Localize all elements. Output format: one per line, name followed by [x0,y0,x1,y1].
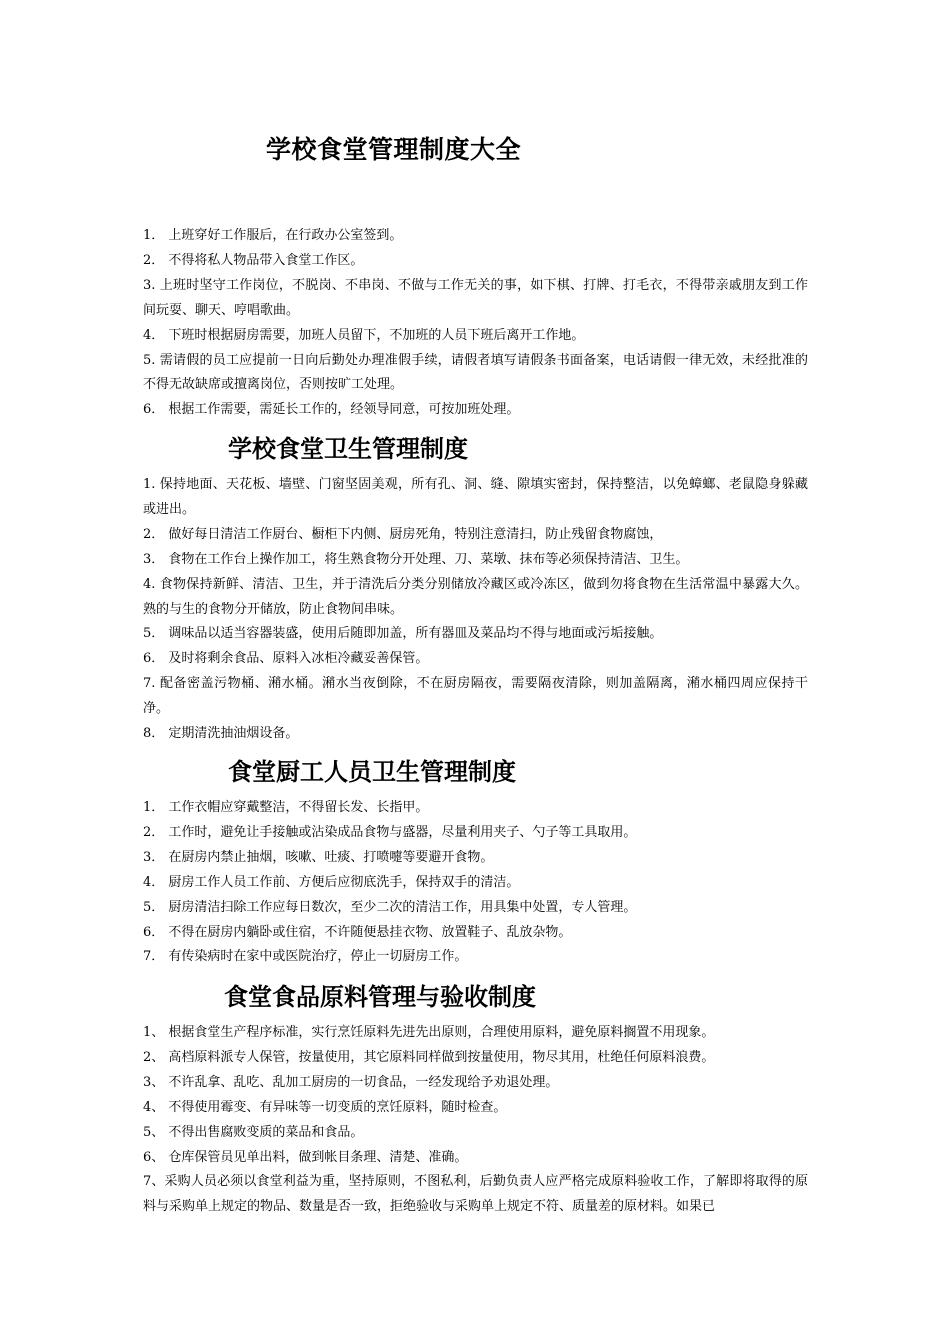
rule-item: 5、 不得出售腐败变质的菜品和食品。 [143,1124,364,1140]
rule-item: 6． 及时将剩余食品、原料入冰柜冷藏妥善保管。 [143,651,429,667]
section-heading-hygiene: 学校食堂卫生管理制度 [228,434,468,463]
rule-item: 7． 有传染病时在家中或医院治疗，停止一切厨房工作。 [143,949,468,965]
rule-item: 2． 不得将私人物品带入食堂工作区。 [143,252,364,268]
document-title: 学校食堂管理制度大全 [266,135,522,164]
rule-item: 2、 高档原料派专人保管，按量使用，其它原料同样做到按量使用，物尽其用，杜绝任何原料浪费。 [143,1049,715,1065]
rule-item: 2． 工作时，避免让手接触或沾染成品食物与盛器，尽量利用夹子、勺子等工具取用。 [143,824,637,840]
section-hygiene [143,473,808,747]
rule-item: 4. 食物保持新鲜、清洁、卫生，并于清洗后分类分别储放冷藏区或冷冻区，做到勿将食物在生活常温中暴露大久。熟的与生的食物分开储放，防止食物间串味。 [143,576,808,617]
rule-item: 4． 下班时根据厨房需要，加班人员留下，不加班的人员下班后离开工作地。 [143,327,585,343]
rule-item: 1、 根据食堂生产程序标准，实行烹饪原料先进先出原则，合理使用原料，避免原料搁置不用现象。 [143,1025,715,1040]
rule-item: 8． 定期清洗抽油烟设备。 [143,726,299,742]
section-heading-materials: 食堂食品原料管理与验收制度 [224,982,536,1011]
rule-item: 6． 根据工作需要，需延长工作的，经领导同意，可按加班处理。 [143,402,520,418]
rule-item: 5． 厨房清洁扫除工作应每日数次，至少二次的清洁工作，用具集中处置，专人管理。 [143,899,637,915]
rule-item: 5. 需请假的员工应提前一日向后勤处办理准假手续，请假者填写请假条书面备案，电话请假一律无效，未经批准的不得无故缺席或擅离岗位，否则按旷工处理。 [143,352,808,393]
rule-item: 6． 不得在厨房内躺卧或住宿，不许随便悬挂衣物、放置鞋子、乱放杂物。 [143,924,572,940]
rule-item: 7、采购人员必须以食堂利益为重，坚持原则，不图私利，后勤负责人应严格完成原料验收工作，了解即将取得的原料与采购单上规定的物品、数量是否一致，拒绝验收与采购单上规定不符、质量差的原材料。如果已 [143,1174,808,1215]
rule-item: 2． 做好每日清洁工作厨台、橱柜下内侧、厨房死角，特别注意清扫，防止残留食物腐蚀， [143,526,663,542]
section-staff [143,796,808,970]
section-work-rules [143,224,808,423]
rule-item: 3、 不许乱拿、乱吃、乱加工厨房的一切食品，一经发现给予劝退处理。 [143,1074,559,1090]
rule-item: 3． 在厨房内禁止抽烟，咳嗽、吐痰、打喷嚏等要避开食物。 [143,849,494,865]
rule-item: 3. 上班时坚守工作岗位，不脱岗、不串岗、不做与工作无关的事，如下棋、打牌、打毛衣，不得带亲戚朋友到工作间玩耍、聊天、哼唱歌曲。 [143,277,808,318]
section-heading-staff: 食堂厨工人员卫生管理制度 [228,757,516,786]
rule-item: 1． 上班穿好工作服后，在行政办公室签到。 [143,228,403,243]
rule-item: 5． 调味品以适当容器装盛，使用后随即加盖，所有器皿及菜品均不得与地面或污垢接触。 [143,626,663,642]
section-materials [143,1021,808,1220]
rule-item: 1. 保持地面、天花板、墙壁、门窗坚固美观，所有孔、洞、缝、隙填实密封，保持整洁，以免蟑螂、老鼠隐身躲藏或进出。 [143,477,808,517]
rule-item: 1． 工作衣帽应穿戴整洁，不得留长发、长指甲。 [143,800,429,815]
rule-item: 4、 不得使用霉变、有异味等一切变质的烹饪原料，随时检查。 [143,1099,507,1115]
rule-item: 4． 厨房工作人员工作前、方便后应彻底洗手，保持双手的清洁。 [143,874,520,890]
rule-item: 7. 配备密盖污物桶、潲水桶。潲水当夜倒除，不在厨房隔夜，需要隔夜清除，则加盖隔离，潲水桶四周应保持干净。 [143,676,808,717]
rule-item: 6、 仓库保管员见单出料，做到帐目条理、清楚、准确。 [143,1149,468,1165]
rule-item: 3． 食物在工作台上操作加工，将生熟食物分开处理、刀、菜墩、抹布等必须保持清洁、卫生。 [143,551,689,567]
